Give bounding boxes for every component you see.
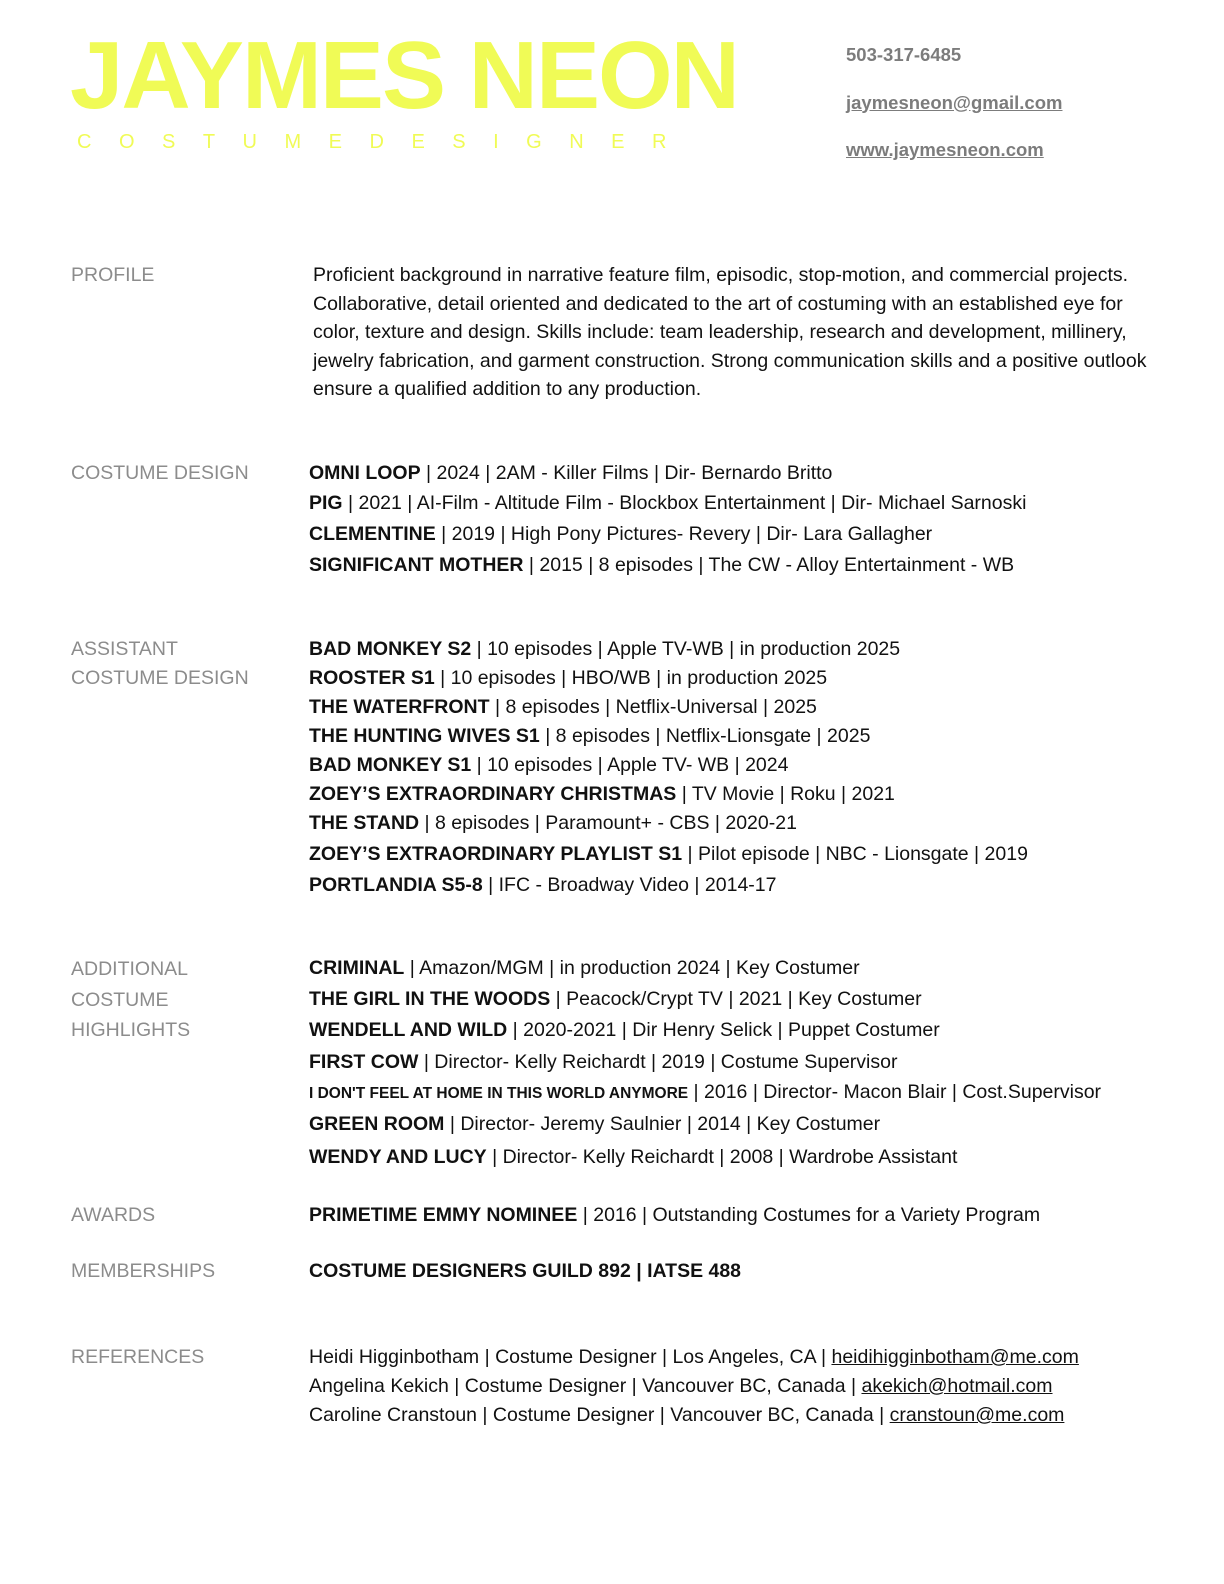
entry-details: | 2024 | 2AM - Killer Films | Dir- Bernardo Britto: [420, 462, 833, 484]
list-item: [309, 1110, 1101, 1143]
phone-number: 503-317-6485: [846, 44, 962, 65]
reference-email-link[interactable]: akekich@hotmail.com: [861, 1375, 1053, 1397]
entry-details: | Director- Jeremy Saulnier | 2014 | Key Costumer: [444, 1112, 881, 1135]
entry-title: WENDELL AND WILD: [309, 1018, 508, 1041]
website-link[interactable]: www.jaymesneon.com: [846, 139, 1044, 160]
entry-title: THE WATERFRONT: [309, 696, 490, 718]
awards-entry: [309, 1201, 1040, 1230]
list-item: [309, 1401, 1079, 1430]
entry-details: | 2019 | High Pony Pictures- Revery | Dir- Lara Gallagher: [435, 523, 933, 545]
memberships-entry: [309, 1257, 741, 1286]
entry-title: GREEN ROOM: [309, 1112, 445, 1135]
entry-title: WENDY AND LUCY: [309, 1145, 487, 1168]
list-item: [309, 722, 1028, 751]
entry-details: | Amazon/MGM | in production 2024 | Key Costumer: [404, 957, 860, 979]
entry-title: ROOSTER S1: [309, 667, 435, 689]
award-details: | 2016 | Outstanding Costumes for a Variety Program: [577, 1204, 1041, 1226]
job-title: COSTUMEDESIGNER: [77, 131, 694, 153]
entry-title: THE STAND: [309, 812, 420, 834]
entry-title: ZOEY’S EXTRAORDINARY CHRISTMAS: [309, 783, 677, 805]
costume-design-list: [309, 459, 1026, 580]
entry-details: | IFC - Broadway Video | 2014-17: [482, 874, 777, 896]
entry-title: PIG: [309, 491, 343, 514]
entry-title: BAD MONKEY S1: [309, 754, 472, 776]
list-item: [309, 1016, 1101, 1048]
list-item: [309, 1048, 1101, 1078]
entry-details: | 2021 | AI-Film - Altitude Film - Blockbox Entertainment | Dir- Michael Sarnoski: [342, 491, 1027, 514]
section-label-additional-highlights: [71, 954, 190, 1046]
list-item: [309, 664, 1028, 693]
list-item: [309, 1078, 1101, 1110]
references-list: [309, 1343, 1079, 1430]
entry-details: | Director- Kelly Reichardt | 2019 | Costume Supervisor: [418, 1050, 898, 1073]
section-label-assistant-costume-design: [71, 635, 249, 693]
list-item: [309, 635, 1028, 664]
label-line: ASSISTANT: [71, 638, 178, 660]
entry-details: | Director- Kelly Reichardt | 2008 | Wardrobe Assistant: [486, 1145, 958, 1168]
list-item: [309, 1343, 1079, 1372]
list-item: [309, 840, 1028, 871]
assistant-costume-design-list: [309, 635, 1028, 900]
entry-title: CLEMENTINE: [309, 523, 436, 545]
label-line: COSTUME: [71, 988, 169, 1011]
entry-details: | Pilot episode | NBC - Lionsgate | 2019: [682, 843, 1028, 865]
email-link[interactable]: jaymesneon@gmail.com: [846, 91, 1063, 113]
list-item: [309, 751, 1028, 780]
list-item: [309, 871, 1028, 900]
list-item: [309, 780, 1028, 809]
section-label-profile: PROFILE: [71, 264, 155, 286]
entry-details: | 8 episodes | Netflix-Universal | 2025: [489, 696, 817, 718]
entry-details: | 10 episodes | Apple TV-WB | in production 2025: [471, 638, 901, 660]
section-label-awards: AWARDS: [71, 1204, 156, 1226]
section-label-references: REFERENCES: [71, 1346, 205, 1368]
entry-details: | 2016 | Director- Macon Blair | Cost.Supervisor: [688, 1080, 1102, 1103]
list-item: [309, 1143, 1101, 1172]
contact-block: [846, 44, 1062, 187]
section-label-costume-design: COSTUME DESIGN: [71, 462, 249, 484]
entry-details: | Peacock/Crypt TV | 2021 | Key Costumer: [550, 988, 922, 1010]
reference-email-link[interactable]: heidihigginbotham@me.com: [831, 1346, 1079, 1368]
entry-details: | 8 episodes | Paramount+ - CBS | 2020-21: [419, 812, 797, 834]
entry-title: THE GIRL IN THE WOODS: [309, 988, 551, 1010]
list-item: [309, 520, 1026, 551]
section-label-memberships: MEMBERSHIPS: [71, 1260, 216, 1282]
entry-title: OMNI LOOP: [309, 462, 421, 484]
entry-title: CRIMINAL: [309, 957, 405, 979]
entry-title: BAD MONKEY S2: [309, 638, 472, 660]
entry-details: | 10 episodes | Apple TV- WB | 2024: [471, 754, 789, 776]
entry-details: | 2015 | 8 episodes | The CW - Alloy Entertainment - WB: [523, 553, 1015, 576]
entry-title: SIGNIFICANT MOTHER: [309, 553, 524, 576]
reference-text: Caroline Cranstoun | Costume Designer | Vancouver BC, Canada |: [309, 1404, 890, 1426]
additional-highlights-list: [309, 954, 1101, 1172]
reference-text: Angelina Kekich | Costume Designer | Vancouver BC, Canada |: [309, 1375, 862, 1397]
profile-text: Proficient background in narrative feature film, episodic, stop-motion, and commercial projects. Collaborative, detail oriented and dedicated to the art of costuming with an established eye for color, texture and design. Skills include: team leadership, research and development, millinery, jewelry fabrication, and garment construction. Strong communication skills and a positive outlook ensure a qualified addition to any production.: [313, 264, 1147, 400]
label-line: COSTUME DESIGN: [71, 667, 249, 689]
entry-title: PORTLANDIA S5-8: [309, 874, 483, 896]
list-item: [309, 489, 1026, 521]
list-item: [309, 985, 1101, 1016]
entry-details: | 10 episodes | HBO/WB | in production 2025: [434, 667, 828, 689]
list-item: [309, 693, 1028, 722]
entry-title: ZOEY’S EXTRAORDINARY PLAYLIST S1: [309, 843, 683, 865]
reference-text: Heidi Higginbotham | Costume Designer | Los Angeles, CA |: [309, 1346, 832, 1368]
label-line: HIGHLIGHTS: [71, 1019, 191, 1041]
list-item: [309, 1372, 1079, 1401]
list-item: [309, 809, 1028, 840]
list-item: [309, 459, 1026, 489]
reference-email-link[interactable]: cranstoun@me.com: [889, 1404, 1065, 1426]
entry-details: | 2020-2021 | Dir Henry Selick | Puppet Costumer: [507, 1018, 940, 1041]
memberships-text: COSTUME DESIGNERS GUILD 892 | IATSE 488: [309, 1260, 742, 1282]
resume-name: JAYMES NEON: [70, 22, 738, 129]
entry-title: I DON'T FEEL AT HOME IN THIS WORLD ANYMORE: [309, 1084, 689, 1102]
list-item: [309, 551, 1026, 580]
entry-title: FIRST COW: [309, 1050, 419, 1073]
list-item: [309, 954, 1101, 985]
award-title: PRIMETIME EMMY NOMINEE: [309, 1204, 578, 1226]
entry-details: | 8 episodes | Netflix-Lionsgate | 2025: [539, 725, 871, 747]
label-line: ADDITIONAL: [71, 958, 189, 980]
entry-details: | TV Movie | Roku | 2021: [676, 783, 895, 805]
entry-title: THE HUNTING WIVES S1: [309, 725, 540, 747]
